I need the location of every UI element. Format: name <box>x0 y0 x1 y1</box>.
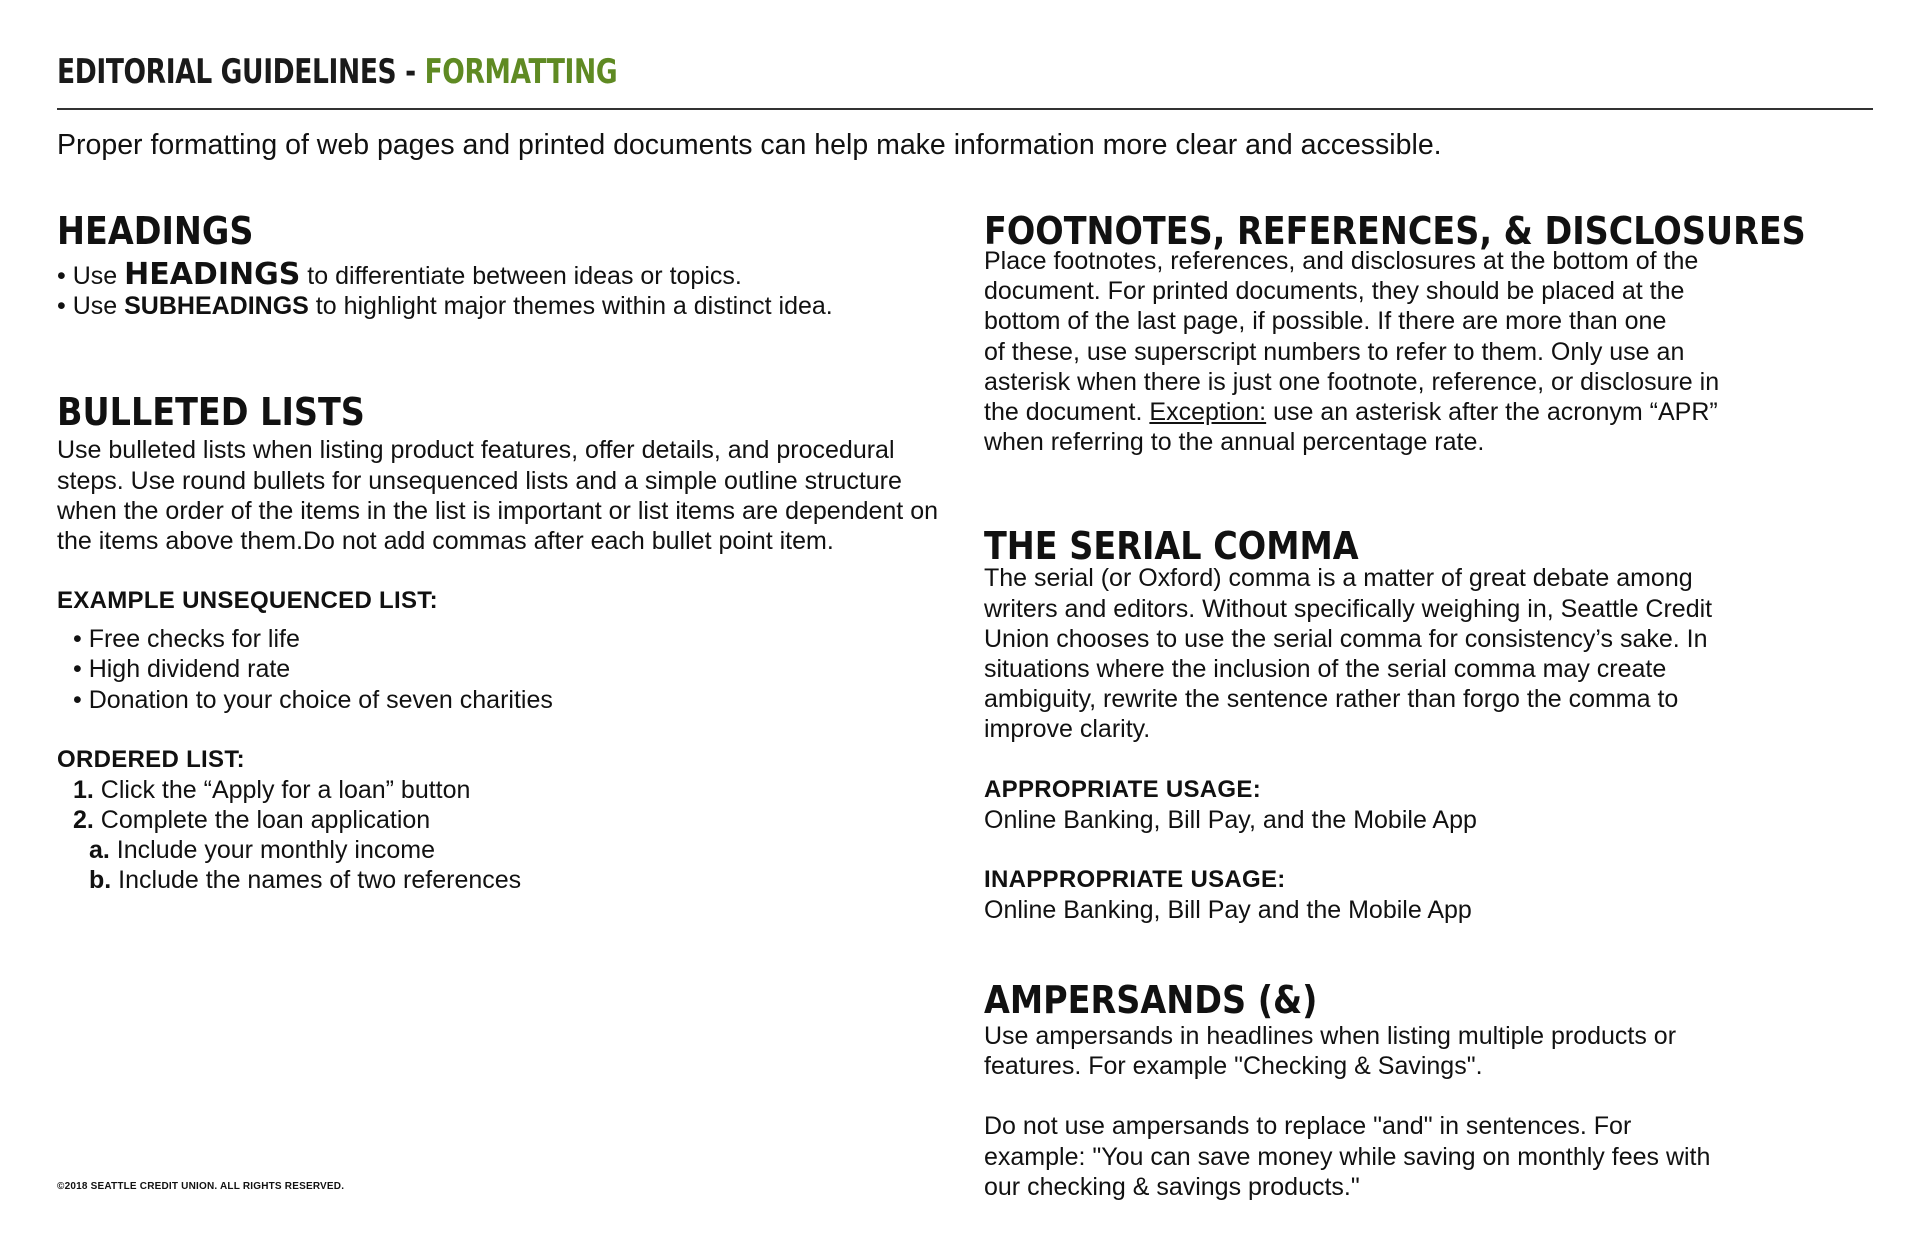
ampersands-section <box>984 977 1884 1202</box>
footnotes-line: of these, use superscript numbers to refer to them. Only use an <box>984 337 1685 366</box>
ampersands-line: example: "You can save money while saving on monthly fees with <box>984 1142 1711 1171</box>
headings-line-2-post: to highlight major themes within a distinct idea. <box>308 292 833 321</box>
serial-comma-body <box>984 563 1884 744</box>
list-marker: b. <box>89 866 112 895</box>
ordered-list <box>57 775 957 896</box>
bulleted-paragraph: Use bulleted lists when listing product features, offer details, and procedural steps. Use round bullets for unsequenced lists and a simple outline structure when the order of the items in the list is important or list items are dependent on the items above them.Do not add commas after each bullet point item. <box>57 436 939 556</box>
appropriate-usage-text: Online Banking, Bill Pay, and the Mobile App <box>984 805 1477 834</box>
ampersands-para-1 <box>984 1021 1884 1081</box>
serial-comma-title: THE SERIAL COMMA <box>984 524 1359 569</box>
footnotes-line: asterisk when there is just one footnote, reference, or disclosure in <box>984 367 1720 396</box>
unsequenced-label: EXAMPLE UNSEQUENCED LIST: <box>57 587 438 615</box>
list-item <box>57 805 957 835</box>
serial-line: Union chooses to use the serial comma for consistency’s sake. In <box>984 624 1708 653</box>
headings-line-1-post: to differentiate between ideas or topics. <box>300 262 742 290</box>
headings-line-1-pre: • Use <box>57 262 125 290</box>
headings-title: HEADINGS <box>57 209 254 253</box>
page-title-accent: FORMATTING <box>424 52 618 92</box>
ampersands-para-2 <box>984 1111 1884 1202</box>
left-column <box>57 208 957 896</box>
footnotes-line <box>984 397 1884 427</box>
headings-word: HEADINGS <box>124 257 301 292</box>
inappropriate-usage-label: INAPPROPRIATE USAGE: <box>984 865 1286 893</box>
ampersands-line: Do not use ampersands to replace "and" in sentences. For <box>984 1112 1632 1141</box>
ordered-label: ORDERED LIST: <box>57 745 245 773</box>
bulleted-title: BULLETED LISTS <box>57 390 365 435</box>
list-item: • Free checks for life <box>73 625 300 654</box>
list-text: Include the names of two references <box>111 866 522 895</box>
footnotes-title: FOOTNOTES, REFERENCES, & DISCLOSURES <box>984 209 1806 253</box>
headings-line-2 <box>57 291 957 321</box>
serial-line: writers and editors. Without specifically weighing in, Seattle Credit <box>984 594 1713 623</box>
ampersands-line: our checking & savings products." <box>984 1172 1360 1201</box>
list-marker: 1. <box>73 775 94 804</box>
appropriate-usage-label: APPROPRIATE USAGE: <box>984 775 1261 803</box>
list-marker: a. <box>89 836 110 865</box>
footnotes-line: Place footnotes, references, and disclosures at the bottom of the <box>984 247 1699 275</box>
footnotes-line: when referring to the annual percentage rate. <box>984 428 1485 457</box>
list-text: Complete the loan application <box>93 806 431 835</box>
footnotes-line: bottom of the last page, if possible. If there are more than one <box>984 307 1667 336</box>
serial-line: The serial (or Oxford) comma is a matter of great debate among <box>984 564 1693 593</box>
ampersands-title: AMPERSANDS (&) <box>984 978 1318 1023</box>
page-title-main: EDITORIAL GUIDELINES - <box>57 52 425 92</box>
serial-line: situations where the inclusion of the serial comma may create <box>984 655 1667 684</box>
subheadings-word: SUBHEADINGS <box>124 292 309 321</box>
list-marker: 2. <box>73 806 94 835</box>
list-text: Include your monthly income <box>109 836 436 865</box>
footnotes-section <box>984 208 1884 457</box>
inappropriate-usage-text: Online Banking, Bill Pay and the Mobile App <box>984 895 1472 924</box>
serial-line: improve clarity. <box>984 715 1151 744</box>
exception-label: Exception: <box>1149 398 1267 427</box>
serial-line: ambiguity, rewrite the sentence rather than forgo the comma to <box>984 685 1679 714</box>
headings-section <box>57 208 957 321</box>
right-column <box>984 208 1884 1202</box>
footnotes-line-6-pre: the document. <box>984 398 1150 427</box>
list-text: Click the “Apply for a loan” button <box>93 775 471 804</box>
copyright-footer: ©2018 SEATTLE CREDIT UNION. ALL RIGHTS RESERVED. <box>57 1181 345 1192</box>
headings-line-1 <box>57 257 957 292</box>
ampersands-line: Use ampersands in headlines when listing multiple products or <box>984 1022 1677 1051</box>
page-title <box>57 52 617 92</box>
title-divider <box>57 108 1873 110</box>
headings-line-2-pre: • Use <box>57 292 125 321</box>
footnotes-line: document. For printed documents, they should be placed at the <box>984 277 1685 306</box>
ampersands-line: features. For example "Checking & Savings". <box>984 1052 1483 1081</box>
list-item: • Donation to your choice of seven charities <box>73 685 553 714</box>
list-item <box>57 775 957 805</box>
list-item <box>57 835 957 865</box>
list-item: • High dividend rate <box>73 655 291 684</box>
footnotes-body <box>984 246 1884 457</box>
list-item <box>57 865 957 895</box>
footnotes-line-6-post: use an asterisk after the acronym “APR” <box>1266 398 1718 427</box>
bulleted-section <box>57 389 957 895</box>
intro-text: Proper formatting of web pages and printed documents can help make information more clear and accessible. <box>57 129 1442 161</box>
serial-comma-section <box>984 523 1884 925</box>
unsequenced-list <box>57 624 957 715</box>
